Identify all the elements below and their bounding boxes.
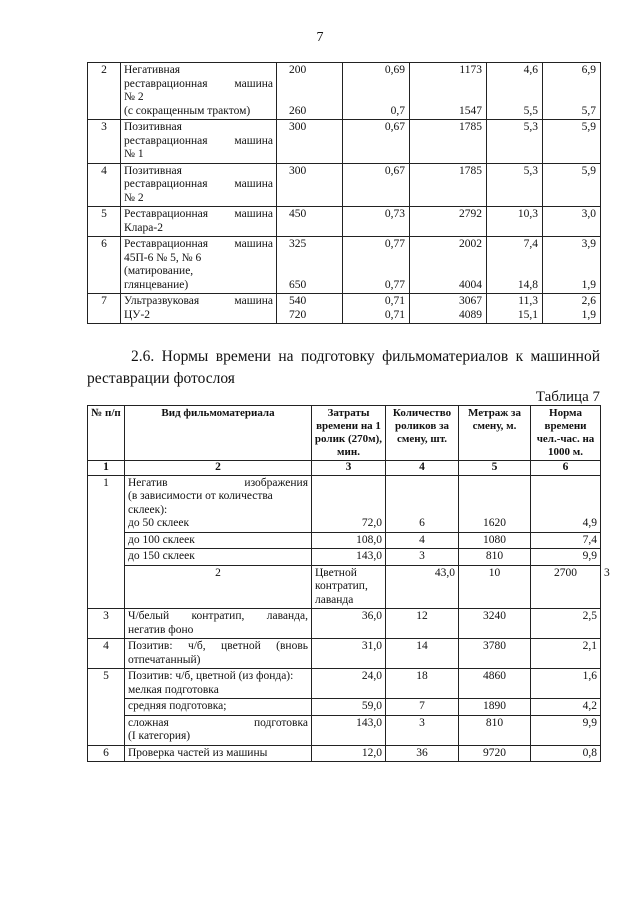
cell-value bbox=[487, 163, 543, 207]
value: 7,4 bbox=[523, 238, 538, 250]
cell-count: 18 bbox=[386, 669, 459, 699]
value: 5,3 bbox=[523, 164, 538, 177]
value: 325 bbox=[289, 238, 307, 250]
cell-name-line: глянцевание) bbox=[124, 278, 189, 291]
value: 3,9 bbox=[581, 238, 596, 250]
header-num: № п/п bbox=[88, 406, 125, 461]
cell-value bbox=[487, 207, 543, 237]
value: 0,67 bbox=[384, 164, 405, 177]
value: 2002 bbox=[459, 238, 482, 250]
table-row bbox=[88, 745, 601, 762]
value: 0,71 bbox=[384, 295, 405, 307]
colnum: 4 bbox=[386, 461, 459, 476]
cell-cost: 31,0 bbox=[312, 639, 386, 669]
cell-num: 1 bbox=[88, 475, 125, 609]
table-row bbox=[88, 63, 601, 120]
cell-name-line: Реставрационная машина bbox=[124, 238, 273, 250]
table-row bbox=[88, 609, 601, 639]
cell-value bbox=[543, 237, 601, 294]
cell-count: 12 bbox=[386, 609, 459, 639]
value: 300 bbox=[289, 121, 307, 133]
cell-norm: 0,8 bbox=[531, 745, 601, 762]
cell-count: 36 bbox=[386, 745, 459, 762]
sub-label: средняя подготовка; bbox=[125, 699, 312, 716]
cell-norm: 7,4 bbox=[531, 532, 601, 549]
cell-kind-line: Ч/белый контратип, лаванда, bbox=[128, 610, 308, 622]
cell-value bbox=[277, 120, 343, 164]
cell-name bbox=[121, 294, 277, 324]
cell-value bbox=[487, 294, 543, 324]
cell-name-line: № 2 bbox=[124, 91, 144, 103]
cell-name-line: реставрационная машина bbox=[124, 134, 273, 147]
value: 4004 bbox=[459, 278, 482, 291]
value: 0,73 bbox=[384, 208, 405, 220]
value: 2,6 bbox=[581, 295, 596, 307]
cell-cost: 24,0 bbox=[312, 669, 386, 699]
value: 3,0 bbox=[581, 208, 596, 220]
value: 4089 bbox=[459, 308, 482, 321]
table-row bbox=[88, 120, 601, 164]
cell-count: 6 bbox=[386, 475, 459, 532]
value: 5,7 bbox=[581, 104, 596, 117]
cell-cost: 143,0 bbox=[312, 715, 386, 745]
cell-value bbox=[277, 63, 343, 120]
cell-kind-line: мелкая подготовка bbox=[128, 683, 219, 696]
cell-kind: Цветной контратип, лаванда bbox=[312, 565, 386, 609]
cell-value bbox=[410, 294, 487, 324]
table-row bbox=[88, 207, 601, 237]
value: 6,9 bbox=[581, 64, 596, 76]
cell-value bbox=[543, 63, 601, 120]
value: 650 bbox=[289, 278, 307, 291]
sub-label-line: (I категория) bbox=[128, 730, 191, 742]
header-cost: Затраты времени на 1 ролик (270м), мин. bbox=[312, 406, 386, 461]
cell-value bbox=[343, 294, 410, 324]
value: 5,9 bbox=[581, 164, 596, 177]
sub-label: до 100 склеек bbox=[125, 532, 312, 549]
cell-num: 4 bbox=[88, 163, 121, 207]
cell-kind-line: отпечатанный) bbox=[128, 653, 201, 666]
cell-name-line: (матирование, bbox=[124, 265, 194, 277]
value: 1,9 bbox=[581, 278, 596, 291]
cell-value bbox=[277, 237, 343, 294]
table-7 bbox=[87, 405, 610, 762]
cell-norm: 4,2 bbox=[531, 699, 601, 716]
value: 10,3 bbox=[517, 208, 538, 220]
cell-num: 7 bbox=[88, 294, 121, 324]
colnum: 6 bbox=[531, 461, 601, 476]
cell-meters: 1890 bbox=[459, 699, 531, 716]
cell-name-line: ЦУ-2 bbox=[124, 308, 151, 321]
cell-count: 14 bbox=[386, 639, 459, 669]
value: 0,7 bbox=[390, 104, 405, 117]
cell-cost: 36,0 bbox=[312, 609, 386, 639]
value: 0,77 bbox=[384, 278, 405, 291]
cell-kind-line: (в зависимости от количества склеек): bbox=[128, 490, 273, 516]
value: 1173 bbox=[459, 64, 482, 76]
cell-name-line: Ультразвуковая машина bbox=[124, 295, 273, 307]
cell-name bbox=[121, 63, 277, 120]
cell-meters: 3780 bbox=[459, 639, 531, 669]
table-row bbox=[88, 237, 601, 294]
header-count: Количество роликов за смену, шт. bbox=[386, 406, 459, 461]
cell-kind bbox=[125, 475, 312, 532]
cell-norm: 2,1 bbox=[531, 639, 601, 669]
value: 3067 bbox=[459, 295, 482, 307]
cell-cost: 143,0 bbox=[312, 549, 386, 566]
cell-num: 4 bbox=[88, 639, 125, 669]
header-kind: Вид фильмоматериала bbox=[125, 406, 312, 461]
cell-value bbox=[410, 120, 487, 164]
value: 5,3 bbox=[523, 121, 538, 133]
cell-meters: 4860 bbox=[459, 669, 531, 699]
table-row: 2 Цветной контратип, лаванда 43,0 10 2700 3 bbox=[88, 565, 601, 609]
value: 2792 bbox=[459, 208, 482, 220]
cell-kind bbox=[125, 669, 312, 699]
value: 260 bbox=[289, 104, 307, 117]
cell-value bbox=[543, 294, 601, 324]
value: 15,1 bbox=[517, 308, 538, 321]
cell-cost: 43,0 bbox=[386, 565, 459, 609]
cell-name-line: Клара-2 bbox=[124, 221, 163, 234]
header-norm: Норма времени чел.-час. на 1000 м. bbox=[531, 406, 601, 461]
cell-name-line: Позитивная bbox=[124, 164, 182, 177]
cell-count: 4 bbox=[386, 532, 459, 549]
cell-num: 6 bbox=[88, 237, 121, 294]
sub-label: до 50 склеек bbox=[128, 517, 190, 529]
cell-value bbox=[543, 163, 601, 207]
cell-name-line: реставрационная машина bbox=[124, 178, 273, 190]
cell-value bbox=[543, 207, 601, 237]
cell-value bbox=[487, 237, 543, 294]
cell-value bbox=[277, 207, 343, 237]
cell-num: 2 bbox=[88, 63, 121, 120]
cell-cost: 59,0 bbox=[312, 699, 386, 716]
table-continuation bbox=[87, 62, 601, 324]
table-caption: Таблица 7 bbox=[535, 389, 600, 405]
column-number-row bbox=[88, 461, 601, 476]
cell-cost: 72,0 bbox=[312, 475, 386, 532]
cell-name-line: реставрационная машина bbox=[124, 77, 273, 90]
sub-label-line: сложная подготовка bbox=[128, 716, 308, 729]
cell-value bbox=[410, 63, 487, 120]
value: 1785 bbox=[459, 121, 482, 133]
cell-meters: 810 bbox=[459, 549, 531, 566]
cell-meters: 9720 bbox=[459, 745, 531, 762]
cell-count: 3 bbox=[386, 715, 459, 745]
cell-norm: 2,5 bbox=[531, 609, 601, 639]
table-row bbox=[88, 294, 601, 324]
cell-value bbox=[410, 207, 487, 237]
cell-name-line: № 2 bbox=[124, 191, 144, 204]
cell-cost: 108,0 bbox=[312, 532, 386, 549]
cell-kind: Проверка частей из машины bbox=[125, 745, 312, 762]
value: 720 bbox=[289, 308, 307, 321]
value: 5,9 bbox=[581, 121, 596, 133]
colnum: 1 bbox=[88, 461, 125, 476]
sub-label bbox=[125, 715, 312, 745]
section-heading bbox=[87, 346, 600, 390]
colnum: 2 bbox=[125, 461, 312, 476]
cell-meters: 1080 bbox=[459, 532, 531, 549]
cell-value bbox=[343, 120, 410, 164]
page-number: 7 bbox=[316, 30, 324, 45]
cell-value bbox=[410, 237, 487, 294]
value: 540 bbox=[289, 295, 307, 307]
cell-value bbox=[277, 163, 343, 207]
table-row bbox=[88, 715, 601, 745]
cell-value bbox=[410, 163, 487, 207]
cell-num: 5 bbox=[88, 669, 125, 746]
cell-num: 5 bbox=[88, 207, 121, 237]
colnum: 5 bbox=[459, 461, 531, 476]
cell-kind-line: Позитив: ч/б, цветной (вновь bbox=[128, 640, 308, 652]
cell-name bbox=[121, 120, 277, 164]
cell-norm: 4,9 bbox=[531, 475, 601, 532]
cell-name-line: № 1 bbox=[124, 148, 144, 160]
value: 0,77 bbox=[384, 238, 405, 250]
table-row bbox=[88, 532, 601, 549]
cell-norm: 1,6 bbox=[531, 669, 601, 699]
value: 200 bbox=[289, 64, 307, 76]
table-row bbox=[88, 639, 601, 669]
value: 0,71 bbox=[384, 308, 405, 321]
value: 11,3 bbox=[518, 295, 538, 307]
cell-meters: 3240 bbox=[459, 609, 531, 639]
table-row bbox=[88, 549, 601, 566]
cell-value bbox=[343, 207, 410, 237]
table-header-row bbox=[88, 406, 601, 461]
cell-count: 3 bbox=[386, 549, 459, 566]
cell-meters: 810 bbox=[459, 715, 531, 745]
cell-name bbox=[121, 207, 277, 237]
cell-num: 3 bbox=[88, 120, 121, 164]
value: 0,69 bbox=[384, 64, 405, 76]
table-row bbox=[88, 699, 601, 716]
cell-num: 2 bbox=[125, 565, 312, 609]
section-heading-line2: реставрации фотослоя bbox=[87, 370, 235, 387]
cell-meters: 2700 bbox=[531, 565, 601, 609]
value: 300 bbox=[289, 164, 307, 177]
value: 0,67 bbox=[384, 121, 405, 133]
cell-name-line: (с сокращенным трактом) bbox=[124, 104, 251, 117]
cell-name-line: Реставрационная машина bbox=[124, 208, 273, 220]
value: 450 bbox=[289, 208, 307, 220]
value: 1785 bbox=[459, 164, 482, 177]
colnum: 3 bbox=[312, 461, 386, 476]
cell-value bbox=[343, 63, 410, 120]
value: 5,5 bbox=[523, 104, 538, 117]
cell-value bbox=[343, 163, 410, 207]
cell-kind-line: Позитив: ч/б, цветной (из фонда): bbox=[128, 670, 294, 682]
cell-value bbox=[277, 294, 343, 324]
cell-num: 6 bbox=[88, 745, 125, 762]
section-heading-line1: 2.6. Нормы времени на подготовку фильмоматериалов к машинной bbox=[131, 348, 600, 365]
cell-name bbox=[121, 237, 277, 294]
value: 4,6 bbox=[523, 64, 538, 76]
cell-meters: 1620 bbox=[459, 475, 531, 532]
cell-kind bbox=[125, 639, 312, 669]
table-row bbox=[88, 163, 601, 207]
value: 14,8 bbox=[517, 278, 538, 291]
table-row bbox=[88, 475, 601, 532]
table-row bbox=[88, 669, 601, 699]
cell-value bbox=[487, 120, 543, 164]
cell-name-line: Позитивная bbox=[124, 121, 182, 133]
cell-name bbox=[121, 163, 277, 207]
cell-count: 7 bbox=[386, 699, 459, 716]
sub-label: до 150 склеек bbox=[125, 549, 312, 566]
cell-norm: 9,9 bbox=[531, 715, 601, 745]
cell-norm: 9,9 bbox=[531, 549, 601, 566]
cell-kind-line: Негатив изображения bbox=[128, 476, 308, 489]
cell-num: 3 bbox=[88, 609, 125, 639]
cell-name-line: 45П-6 № 5, № 6 bbox=[124, 251, 202, 264]
cell-kind-line: негатив фоно bbox=[128, 623, 194, 636]
cell-count: 10 bbox=[459, 565, 531, 609]
cell-cost: 12,0 bbox=[312, 745, 386, 762]
header-meters: Метраж за смену, м. bbox=[459, 406, 531, 461]
value: 1547 bbox=[459, 104, 482, 117]
cell-value bbox=[343, 237, 410, 294]
value: 1,9 bbox=[581, 308, 596, 321]
cell-value bbox=[543, 120, 601, 164]
cell-value bbox=[487, 63, 543, 120]
cell-name-line: Негативная bbox=[124, 64, 181, 76]
cell-kind bbox=[125, 609, 312, 639]
